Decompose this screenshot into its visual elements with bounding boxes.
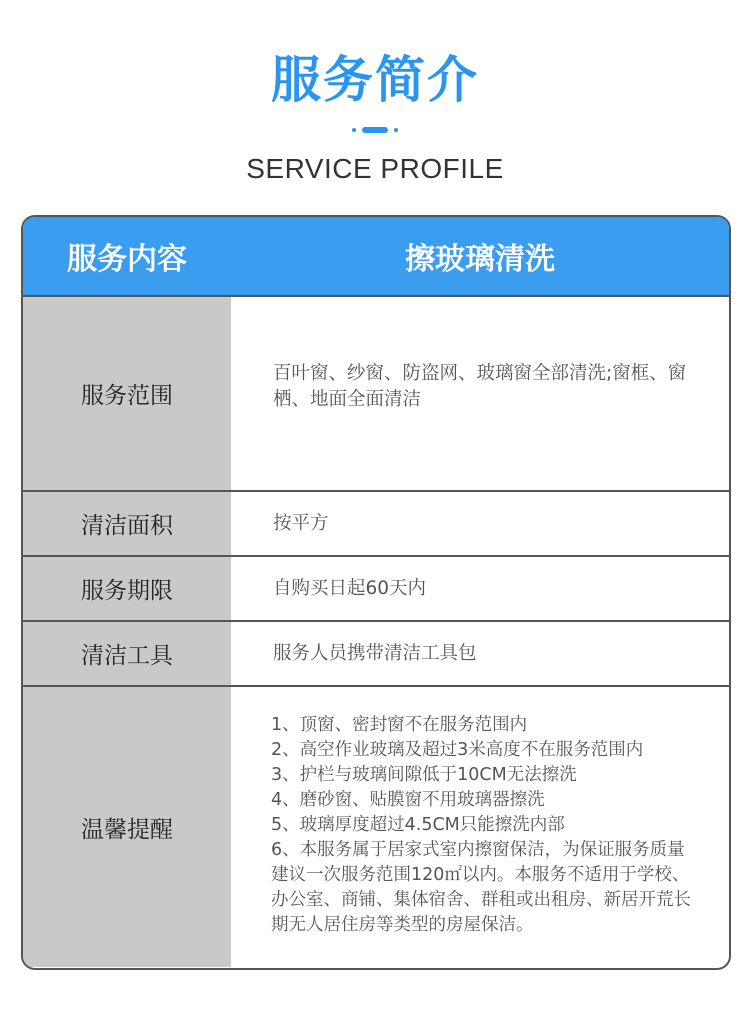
page-title: 服务简介 [271, 51, 479, 109]
row-label-area: 清洁面积 [23, 492, 231, 555]
tip-line: 期无人居住房等类型的房屋保洁。 [271, 915, 534, 935]
divider-dot [352, 128, 356, 132]
row-label-scope: 服务范围 [23, 297, 231, 490]
row-value-area: 按平方 [273, 512, 329, 534]
row-label-period: 服务期限 [23, 557, 231, 620]
row-value-scope: 百叶窗、纱窗、防盗网、玻璃窗全部清洗;窗框、窗栖、地面全面清洁 [273, 363, 687, 410]
row-label-tools: 清洁工具 [23, 622, 231, 685]
row-label-tips: 温馨提醒 [23, 687, 231, 967]
table-row [23, 622, 729, 687]
header-service-content: 服务内容 [67, 242, 187, 277]
page-subtitle: SERVICE PROFILE [246, 153, 504, 184]
table-header-row [23, 217, 729, 297]
table-row [23, 687, 729, 967]
tip-line: 建议一次服务范围120㎡以内。本服务不适用于学校、 [271, 865, 690, 885]
tip-line: 6、本服务属于居家式室内擦窗保洁，为保证服务质量 [271, 840, 685, 860]
divider-bar [362, 127, 388, 133]
table-row [23, 297, 729, 492]
table-row [23, 557, 729, 622]
tip-line: 5、玻璃厚度超过4.5CM只能擦洗内部 [271, 815, 565, 835]
row-value-tips [231, 687, 729, 967]
row-value-period: 自购买日起60天内 [273, 577, 427, 599]
header-service-name: 擦玻璃清洗 [405, 242, 555, 277]
tip-line: 3、护栏与玻璃间隙低于10CM无法擦洗 [271, 765, 577, 785]
tip-line: 4、磨砂窗、贴膜窗不用玻璃器擦洗 [271, 790, 545, 810]
title-divider-ornament [352, 125, 398, 135]
row-value-tools: 服务人员携带清洁工具包 [273, 642, 477, 664]
service-table [21, 215, 731, 970]
tip-line: 2、高空作业玻璃及超过3米高度不在服务范围内 [271, 740, 644, 760]
table-row [23, 492, 729, 557]
tip-line: 办公室、商铺、集体宿舍、群租或出租房、新居开荒长 [271, 890, 691, 910]
divider-dot [394, 128, 398, 132]
tip-line: 1、顶窗、密封窗不在服务范围内 [271, 715, 528, 735]
